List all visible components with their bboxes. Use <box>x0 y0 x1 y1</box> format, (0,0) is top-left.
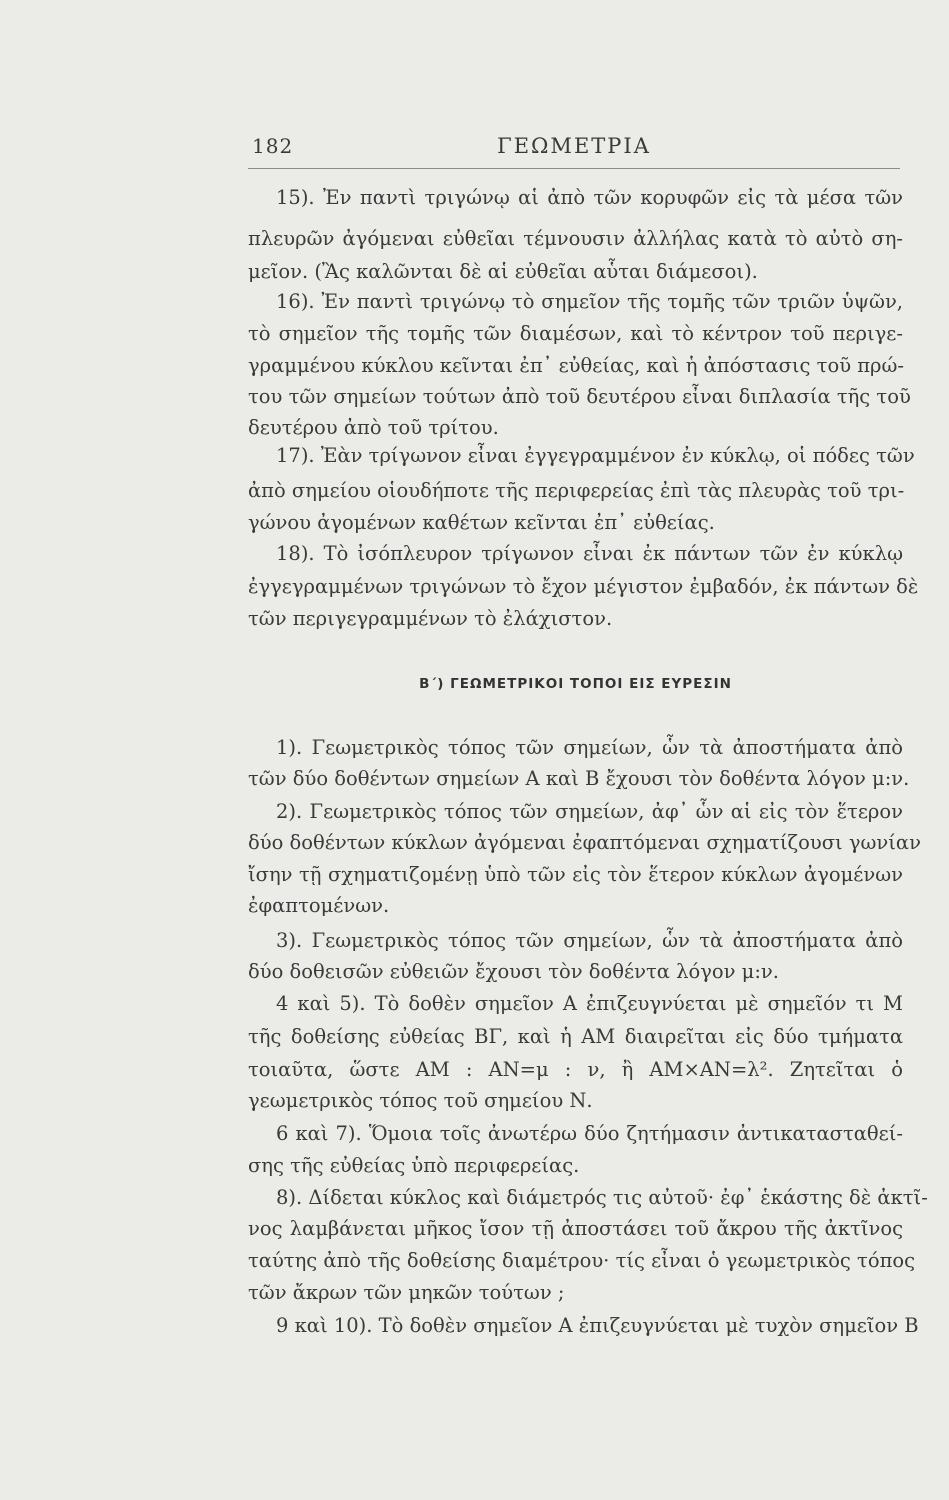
text-line: 2). Γεωμετρικὸς τόπος τῶν σημείων, ἀφ᾽ ὧν αἱ εἰς τὸν ἕτερον <box>276 800 903 823</box>
section-heading: Β΄) ΓΕΩΜΕΤΡΙΚΟΙ ΤΟΠΟΙ ΕΙΣ ΕΥΡΕΣΙΝ <box>419 676 732 692</box>
text-line: 18). Τὸ ἰσόπλευρον τρίγωνον εἶναι ἐκ πάντων τῶν ἐν κύκλῳ <box>276 542 903 565</box>
text-line: τὸ σημεῖον τῆς τομῆς τῶν διαμέσων, καὶ τὸ κέντρον τοῦ περιγε- <box>248 322 903 345</box>
text-line: τῶν περιγεγραμμένων τὸ ἐλάχιστον. <box>248 607 613 630</box>
text-line: μεῖον. (Ἂς καλῶνται δὲ αἱ εὐθεῖαι αὗται διάμεσοι). <box>248 260 758 283</box>
text-line: τοιαῦτα, ὥστε ΑΜ : ΑΝ=μ : ν, ἢ ΑΜ×ΑΝ=λ². Ζητεῖται ὁ <box>248 1058 903 1081</box>
text-line: πλευρῶν ἀγόμεναι εὐθεῖαι τέμνουσιν ἀλλήλας κατὰ τὸ αὐτὸ ση- <box>248 227 903 250</box>
text-line: 9 καὶ 10). Τὸ δοθὲν σημεῖον Α ἐπιζευγνύεται μὲ τυχὸν σημεῖον Β <box>276 1314 919 1337</box>
text-line: 6 καὶ 7). Ὅμοια τοῖς ἀνωτέρω δύο ζητήμασιν ἀντικατασταθεί- <box>276 1122 903 1145</box>
text-line: δύο δοθέντων κύκλων ἀγόμεναι ἐφαπτόμεναι σχηματίζουσι γωνίαν <box>248 831 921 854</box>
text-line: γεωμετρικὸς τόπος τοῦ σημείου Ν. <box>248 1089 593 1112</box>
text-line: 17). Ἐὰν τρίγωνον εἶναι ἐγγεγραμμένον ἐν κύκλῳ, οἱ πόδες τῶν <box>276 444 915 467</box>
text-line: 15). Ἐν παντὶ τριγώνῳ αἱ ἀπὸ τῶν κορυφῶν εἰς τὰ μέσα τῶν <box>276 186 903 209</box>
page-header <box>248 128 900 169</box>
text-line: ταύτης ἀπὸ τῆς δοθείσης διαμέτρου· τίς εἶναι ὁ γεωμετρικὸς τόπος <box>248 1249 916 1272</box>
text-line: 4 καὶ 5). Τὸ δοθὲν σημεῖον Α ἐπιζευγνύεται μὲ σημεῖόν τι Μ <box>276 992 903 1015</box>
text-line: 3). Γεωμετρικὸς τόπος τῶν σημείων, ὧν τὰ ἀποστήματα ἀπὸ <box>276 929 903 952</box>
text-line: δευτέρου ἀπὸ τοῦ τρίτου. <box>248 416 499 439</box>
text-line: τῶν δύο δοθέντων σημείων Α καὶ Β ἔχουσι τὸν δοθέντα λόγον μ:ν. <box>248 767 910 790</box>
text-line: τῆς δοθείσης εὐθείας ΒΓ, καὶ ἡ ΑΜ διαιρεῖται εἰς δύο τμήματα <box>248 1025 903 1048</box>
text-line: 16). Ἐν παντὶ τριγώνῳ τὸ σημεῖον τῆς τομῆς τῶν τριῶν ὑψῶν, <box>276 290 903 313</box>
text-line: ἐγγεγραμμένων τριγώνων τὸ ἔχον μέγιστον ἐμβαδόν, ἐκ πάντων δὲ <box>248 575 919 598</box>
text-line: γώνου ἀγομένων καθέτων κεῖνται ἐπ᾽ εὐθείας. <box>248 511 715 534</box>
text-line: νος λαμβάνεται μῆκος ἴσον τῇ ἀποστάσει τοῦ ἄκρου τῆς ἀκτῖνος <box>248 1217 903 1240</box>
text-line: ἴσην τῇ σχηματιζομένῃ ὑπὸ τῶν εἰς τὸν ἕτερον κύκλων ἀγομένων <box>248 863 903 886</box>
text-line: 1). Γεωμετρικὸς τόπος τῶν σημείων, ὧν τὰ ἀποστήματα ἀπὸ <box>276 736 903 759</box>
text-line: ἀπὸ σημείου οἱουδήποτε τῆς περιφερείας ἐπὶ τὰς πλευρὰς τοῦ τρι- <box>248 479 905 502</box>
text-line: δύο δοθεισῶν εὐθειῶν ἔχουσι τὸν δοθέντα λόγον μ:ν. <box>248 960 779 983</box>
text-line: του τῶν σημείων τούτων ἀπὸ τοῦ δευτέρου εἶναι διπλασία τῆς τοῦ <box>248 385 911 408</box>
text-line: γραμμένου κύκλου κεῖνται ἐπ᾽ εὐθείας, καὶ ἡ ἀπόστασις τοῦ πρώ- <box>248 354 905 377</box>
text-line: ἐφαπτομένων. <box>248 894 390 917</box>
text-line: τῶν ἄκρων τῶν μηκῶν τούτων ; <box>248 1281 565 1304</box>
text-line: 8). Δίδεται κύκλος καὶ διάμετρός τις αὐτοῦ· ἐφ᾽ ἑκάστης δὲ ἀκτῖ- <box>276 1186 928 1209</box>
page-number: 182 <box>252 134 294 158</box>
text-line: σης τῆς εὐθείας ὑπὸ περιφερείας. <box>248 1154 580 1177</box>
running-title: ΓΕΩΜΕΤΡΙΑ <box>497 134 651 158</box>
